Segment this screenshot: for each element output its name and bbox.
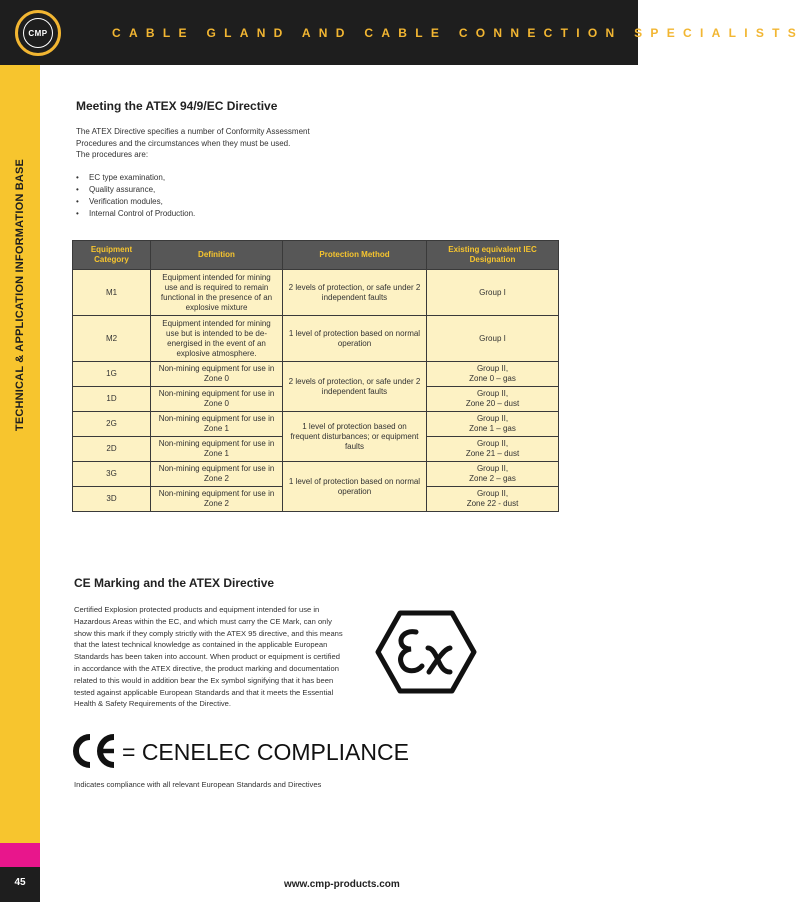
ex-hexagon-icon <box>375 610 477 694</box>
intro-line: The ATEX Directive specifies a number of Conformity Assessment <box>76 127 310 136</box>
ce-line: Certified Explosion protected products and equipment intended for use in <box>74 605 320 614</box>
page-number: 45 <box>14 876 26 888</box>
header-tagline: CABLE GLAND AND CABLE CONNECTION SPECIALISTS <box>112 26 804 40</box>
iec-group: Group II, <box>476 364 509 373</box>
footer-url[interactable]: www.cmp-products.com <box>284 879 400 890</box>
procedure-item: • EC type examination, <box>76 172 195 184</box>
ce-line: tested against applicable European Standards and that it meets the Essential <box>74 687 334 697</box>
ce-line: Health & Safety Requirements of the Directive. <box>74 699 232 709</box>
ce-mark-icon <box>70 731 118 771</box>
category-cell: M1 <box>73 270 151 316</box>
iec-cell: Group I <box>427 270 559 316</box>
ce-line: Hazardous Areas within the EC, and which must carry the CE Mark, can only <box>74 616 332 626</box>
category-cell: 3D <box>73 487 151 512</box>
procedure-list <box>76 172 195 220</box>
iec-zone: Zone 0 – gas <box>469 374 516 383</box>
section-title-ce-marking: CE Marking and the ATEX Directive <box>74 576 275 590</box>
definition-cell: Non-mining equipment for use in Zone 0 <box>151 387 283 412</box>
iec-zone: Zone 21 – dust <box>465 449 520 458</box>
ce-line: that the latest technical knowledge as contained in the applicable European <box>74 640 328 650</box>
sidebar-label: TECHNICAL & APPLICATION INFORMATION BASE <box>14 158 26 432</box>
iec-zone: Zone 22 - dust <box>466 499 519 508</box>
table-row <box>73 270 559 316</box>
category-cell: 3G <box>73 462 151 487</box>
protection-cell: 1 level of protection based on frequent disturbances; or equipment faults <box>283 412 427 462</box>
definition-cell: Non-mining equipment for use in Zone 0 <box>151 362 283 387</box>
cmp-logo <box>15 10 61 56</box>
table-row <box>73 316 559 362</box>
table-row <box>73 362 559 387</box>
definition-cell: Non-mining equipment for use in Zone 1 <box>151 412 283 437</box>
iec-group: Group II, <box>476 389 509 398</box>
category-cell: 2D <box>73 437 151 462</box>
header-protection-method: Protection Method <box>283 241 427 270</box>
iec-cell <box>427 387 559 412</box>
sidebar <box>0 65 40 843</box>
iec-group: Group II, <box>476 464 509 473</box>
atex-category-table <box>72 240 559 512</box>
iec-zone: Zone 1 – gas <box>469 424 516 433</box>
iec-cell <box>427 437 559 462</box>
table-row <box>73 412 559 437</box>
sidebar-accent-bar <box>0 843 40 867</box>
ce-line: show this mark if they comply strictly with the ATEX 95 directive, and this means <box>74 628 343 638</box>
page-header <box>0 0 804 65</box>
iec-cell: Group I <box>427 316 559 362</box>
section-title-atex: Meeting the ATEX 94/9/EC Directive <box>76 99 278 113</box>
category-cell: M2 <box>73 316 151 362</box>
iec-group: Group II, <box>476 489 509 498</box>
procedure-item: • Quality assurance, <box>76 184 195 196</box>
iec-zone: Zone 2 – gas <box>469 474 516 483</box>
definition-cell: Non-mining equipment for use in Zone 2 <box>151 462 283 487</box>
intro-line: Procedures and the circumstances when they must be used. <box>76 138 291 148</box>
intro-line: The procedures are: <box>76 150 149 159</box>
cmp-logo-text: CMP <box>23 18 53 48</box>
procedure-item: • Internal Control of Production. <box>76 208 195 220</box>
definition-cell: Equipment intended for mining use and is required to remain functional in the presence of an explosive mixture <box>151 270 283 316</box>
protection-cell: 1 level of protection based on normal operation <box>283 316 427 362</box>
header-equipment-category: Equipment Category <box>73 241 151 270</box>
table-header-row <box>73 241 559 270</box>
iec-cell <box>427 362 559 387</box>
iec-group: Group II, <box>476 439 509 448</box>
category-cell: 2G <box>73 412 151 437</box>
ce-line: Standards has been taken into account. When product or equipment is certified <box>74 652 340 662</box>
iec-cell <box>427 487 559 512</box>
category-cell: 1D <box>73 387 151 412</box>
header-definition: Definition <box>151 241 283 270</box>
procedure-item: • Verification modules, <box>76 196 195 208</box>
protection-cell: 2 levels of protection, or safe under 2 independent faults <box>283 270 427 316</box>
ce-line: related to this would in addition bear the Ex symbol signifying that it has been <box>74 675 334 685</box>
protection-cell: 1 level of protection based on normal operation <box>283 462 427 512</box>
header-iec-designation: Existing equivalent IEC Designation <box>427 241 559 270</box>
category-cell: 1G <box>73 362 151 387</box>
ce-marking-paragraph <box>74 604 360 710</box>
cenelec-compliance-label: = CENELEC COMPLIANCE <box>122 739 409 765</box>
protection-cell: 2 levels of protection, or safe under 2 independent faults <box>283 362 427 412</box>
ce-line: in accordance with the ATEX directive, the product marking and documentation <box>74 663 339 673</box>
definition-cell: Non-mining equipment for use in Zone 1 <box>151 437 283 462</box>
intro-paragraph <box>76 126 376 161</box>
definition-cell: Equipment intended for mining use but is intended to be de-energised in the event of an explosive atmosphere. <box>151 316 283 362</box>
definition-cell: Non-mining equipment for use in Zone 2 <box>151 487 283 512</box>
iec-group: Group II, <box>476 414 509 423</box>
compliance-note: Indicates compliance with all relevant European Standards and Directives <box>74 780 322 789</box>
iec-cell <box>427 462 559 487</box>
iec-cell <box>427 412 559 437</box>
iec-zone: Zone 20 – dust <box>465 399 520 408</box>
table-row <box>73 462 559 487</box>
